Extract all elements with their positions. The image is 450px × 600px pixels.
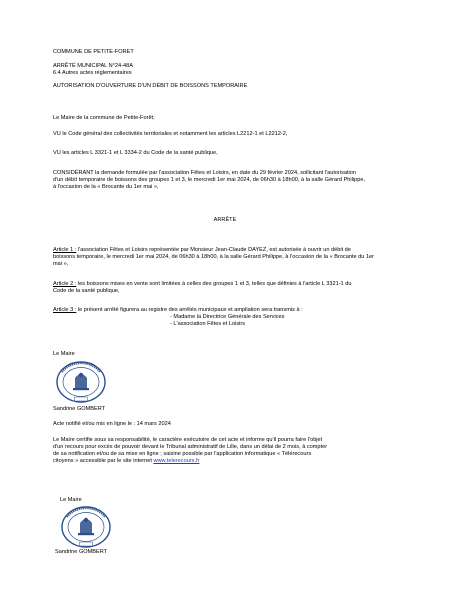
- municipal-seal-icon: [60, 505, 112, 549]
- commune-name: COMMUNE DE PETITE-FORET: [53, 49, 134, 55]
- signature-1-role: Le Maire: [53, 351, 75, 357]
- article-2-line-2: Code de la santé publique,: [53, 288, 120, 294]
- vu-cgct: VU le Code général des collectivités territoriales et notamment les articles L2212-1 et L2212-2,: [53, 131, 288, 137]
- notice-line-1: Le Maire certifie sous sa responsabilité, le caractère exécutoire de cet acte et informe qu'il pourra faire l'objet: [53, 437, 323, 443]
- article-1-line-3: mai »,: [53, 261, 69, 267]
- maire-intro: Le Maire de la commune de Petite-Forêt;: [53, 115, 155, 121]
- article-1-line-2: boissons temporaire, le mercredi 1er mai 2024, de 06h30 à 18h00, à la salle Gérard Philippe, à l'occasion de la « Brocante du 1er: [53, 254, 375, 260]
- signature-2-name: Sandrine GOMBERT: [55, 549, 108, 555]
- signature-1-name: Sandrine GOMBERT: [53, 406, 106, 412]
- arrete-object: AUTORISATION D'OUVERTURE D'UN DÉBIT DE BOISSONS TEMPORAIRE: [53, 83, 248, 89]
- arrete-heading: ARRÊTE: [213, 217, 237, 223]
- article-2-label: Article 2 :: [53, 281, 77, 287]
- signature-2-role: Le Maire: [60, 497, 82, 503]
- considerant-line-3: à l'occasion de la « Brocante du 1er mai »,: [53, 184, 159, 190]
- notice-line-4: citoyens » accessible par le site internet www.telerecours.fr: [53, 458, 200, 464]
- article-1-line-1: Article 1 : l'association Fêtes et Loisirs représentée par Monsieur Jean-Claude DAYEZ, est autorisée à ouvrir un débit de: [53, 247, 351, 253]
- municipal-seal-icon: [55, 360, 107, 404]
- notice-line-2: d'un recours pour excès de pouvoir devant le Tribunal administratif de Lille, dans un délai de 2 mois, à compter: [53, 444, 328, 450]
- arrete-number: ARRÊTÉ MUNICIPAL N°24-48A: [53, 63, 133, 69]
- considerant-line-1: CONSIDÉRANT la demande formulée par l'association Fêtes et Loisirs, en date du 29 février 2024, sollicitant l'autorisation: [53, 170, 357, 176]
- recipient-dgs: - Madame la Directrice Générale des Services: [170, 314, 285, 320]
- article-1-label: Article 1 :: [53, 247, 77, 253]
- notice-line-3: de sa notification et/ou de sa mise en ligne ; saisine possible par l'application informatique « Télérecours: [53, 451, 312, 457]
- considerant-label: CONSIDÉRANT: [53, 170, 94, 176]
- article-3-label: Article 3 :: [53, 307, 77, 313]
- recipient-association: - L'association Fêtes et Loisirs: [170, 321, 246, 327]
- vu-sante: VU les articles L 3321-1 et L 3334-2 du Code de la santé publique,: [53, 150, 218, 156]
- article-3-line-1: Article 3 : le présent arrêté figurera au registre des arrêtés municipaux et ampliation sera transmis à :: [53, 307, 303, 313]
- article-2-line-1: Article 2 : les boissons mises en vente sont limitées à celles des groupes 1 et 3, telles que définies à l'article L 3321-1 du: [53, 281, 352, 287]
- posting-date: Acte notifié et/ou mis en ligne le : 14 mars 2024: [53, 421, 171, 427]
- act-category: 6.4 Autres actes réglementaires: [53, 70, 132, 76]
- considerant-line-2: d'un débit temporaire de boissons des groupes 1 et 3, le mercredi 1er mai 2024, de 06h30 à 18h00, à la salle Gérard Philippe,: [53, 177, 366, 183]
- telerecours-link[interactable]: www.telerecours.fr: [153, 458, 200, 464]
